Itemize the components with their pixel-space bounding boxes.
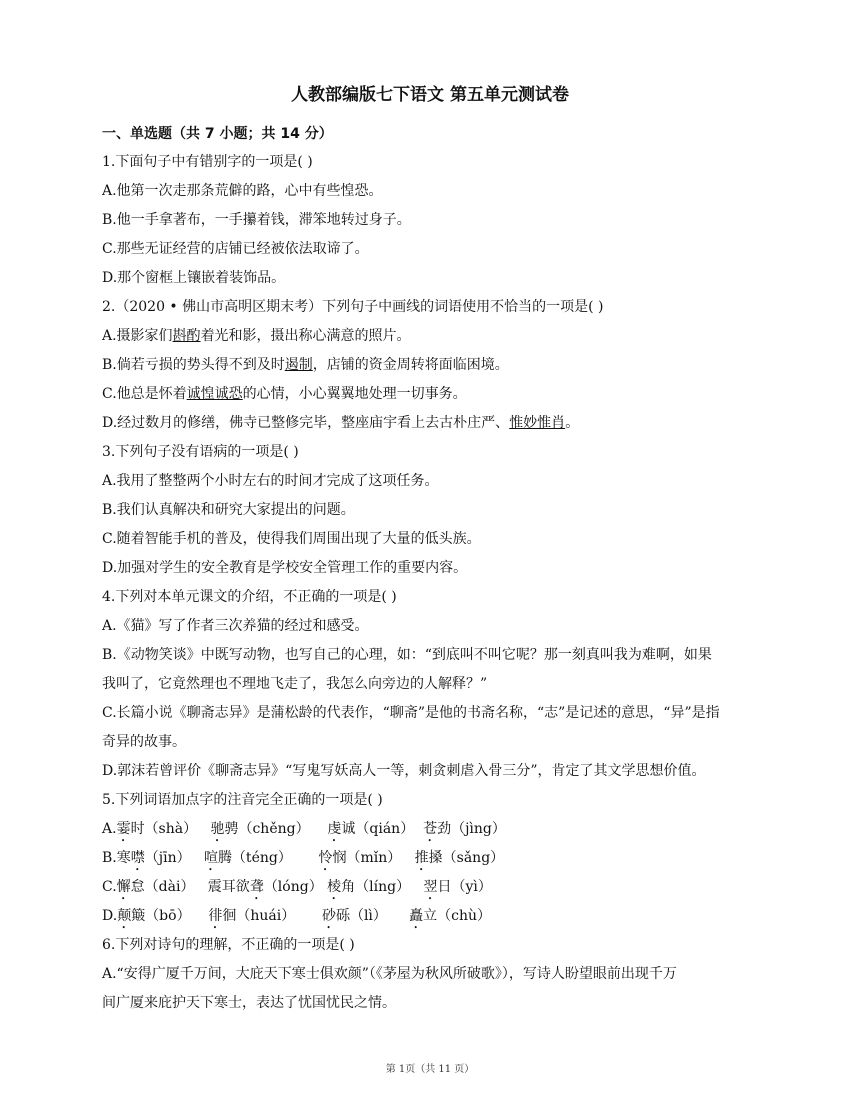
question-5-stem: 5.下列词语加点字的注音完全正确的一项是( ) <box>102 792 383 808</box>
page-footer: 第 1页（共 11 页） <box>385 1064 475 1075</box>
question-6-stem: 6.下列对诗句的理解，不正确的一项是( ) <box>102 937 355 953</box>
q4-option-a: A.《猫》写了作者三次养猫的经过和感受。 <box>102 618 369 634</box>
q1-option-c: C.那些无证经营的店铺已经被依法取谛了。 <box>102 241 369 257</box>
q3-option-d: D.加强对学生的安全教育是学校安全管理工作的重要内容。 <box>102 560 468 576</box>
q3-option-b: B.我们认真解决和研究大家提出的问题。 <box>102 502 355 518</box>
q2-option-a: A.摄影家们斟酌着光和影，摄出称心满意的照片。 <box>102 328 411 344</box>
q5-option-d: D.颠簸（bō） 徘徊（huái） 砂砾（lì） 矗立（chù） <box>102 908 492 924</box>
underlined-word: 诚惶诚恐 <box>186 386 243 402</box>
q2-option-c: C.他总是怀着诚惶诚恐的心情，小心翼翼地处理一切事务。 <box>102 386 467 402</box>
q5-option-a: A.霎时（shà） 驰骋（chěng） 虔诚（qián） 苍劲（jìng） <box>102 821 506 837</box>
q1-option-b: B.他一手拿著布，一手攥着钱，滞笨地转过身子。 <box>102 212 411 228</box>
q1-option-a: A.他第一次走那条荒僻的路，心中有些惶恐。 <box>102 183 383 199</box>
underlined-word: 惟妙惟肖 <box>509 415 566 431</box>
q4-option-d: D.郭沫若曾评价《聊斋志异》“写鬼写妖高人一等，刺贪刺虐入骨三分”，肯定了其文学思想价值。 <box>102 763 706 779</box>
q5-option-c: C.懈怠（dài） 震耳欲聋（lóng） 棱角（líng） 翌日（yì） <box>102 879 492 895</box>
q4-option-b-line2: 我叫了，它竟然理也不理地飞走了，我怎么向旁边的人解释？” <box>102 676 488 692</box>
q2-option-d: D.经过数月的修缮，佛寺已整修完毕，整座庙宇看上去古朴庄严、惟妙惟肖。 <box>102 415 580 431</box>
question-4-stem: 4.下列对本单元课文的介绍，不正确的一项是( ) <box>102 589 397 605</box>
q4-option-c-line2: 奇异的故事。 <box>102 734 186 750</box>
q4-option-b-line1: B.《动物笑谈》中既写动物，也写自己的心理，如：“到底叫不叫它呢？那一刻真叫我为难啊，如果 <box>102 647 712 663</box>
q5-option-b: B.寒噤（jīn） 喧腾（téng） 怜悯（mǐn） 推搡（sǎng） <box>102 850 505 866</box>
q4-option-c-line1: C.长篇小说《聊斋志异》是蒲松龄的代表作，“聊斋”是他的书斋名称，“志”是记述的意思，“异”是指 <box>102 705 720 721</box>
question-1-stem: 1.下面句子中有错别字的一项是( ) <box>102 154 313 170</box>
page-title: 人教部编版七下语文 第五单元测试卷 <box>291 85 569 105</box>
q2-option-b: B.倘若亏损的势头得不到及时遏制，店铺的资金周转将面临困境。 <box>102 357 509 373</box>
section-heading: 一、单选题（共 7 小题；共 14 分） <box>102 126 333 142</box>
question-2-stem: 2.（2020 • 佛山市高明区期末考）下列句子中画线的词语使用不恰当的一项是( ) <box>102 299 604 315</box>
underlined-word: 遏制 <box>284 357 313 373</box>
underlined-word: 斟酌 <box>172 328 201 344</box>
q6-option-a-line2: 间广厦来庇护天下寒士，表达了忧国忧民之情。 <box>102 995 396 1011</box>
question-3-stem: 3.下列句子没有语病的一项是( ) <box>102 444 299 460</box>
q6-option-a-line1: A.“安得广厦千万间，大庇天下寒士俱欢颜”（《茅屋为秋风所破歌》），写诗人盼望眼前出现千万 <box>102 966 677 982</box>
q1-option-d: D.那个窗框上镶嵌着装饰品。 <box>102 270 286 286</box>
q3-option-a: A.我用了整整两个小时左右的时间才完成了这项任务。 <box>102 473 439 489</box>
q3-option-c: C.随着智能手机的普及，使得我们周围出现了大量的低头族。 <box>102 531 481 547</box>
